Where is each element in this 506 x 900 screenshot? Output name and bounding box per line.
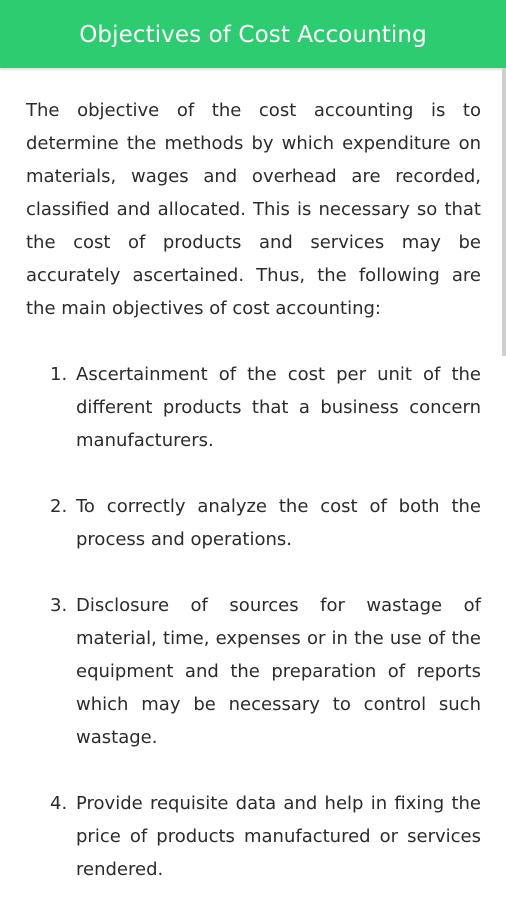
- list-item: [26, 358, 481, 457]
- list-item-number: 2.: [50, 496, 68, 517]
- list-item-text: Provide requisite data and help in fixing the price of products manufactured or services rendered.: [76, 793, 481, 880]
- page-title: Objectives of Cost Accounting: [79, 22, 427, 48]
- list-item-text: Ascertainment of the cost per unit of the different products that a business concern manufacturers.: [76, 364, 481, 451]
- list-item-text: Disclosure of sources for wastage of material, time, expenses or in the use of the equipment and the preparation of reports which may be necessary to control such wastage.: [76, 595, 481, 748]
- list-item: [26, 490, 481, 556]
- vertical-scrollbar[interactable]: [502, 68, 506, 356]
- list-item: [26, 787, 481, 886]
- intro-paragraph: The objective of the cost accounting is to determine the methods by which expenditure on materials, wages and overhead are recorded, classified and allocated. This is necessary so that the cost of products and services may be accurately ascertained. Thus, the following are the main objectives of cost accounting:: [26, 100, 481, 319]
- list-item-number: 3.: [50, 595, 68, 616]
- article-content[interactable]: [0, 94, 506, 886]
- list-item: [26, 589, 481, 754]
- list-item-number: 4.: [50, 793, 68, 814]
- app-header: [0, 0, 506, 68]
- list-item-number: 1.: [50, 364, 68, 385]
- objectives-list: [26, 358, 481, 886]
- list-item-text: To correctly analyze the cost of both the process and operations.: [76, 496, 481, 550]
